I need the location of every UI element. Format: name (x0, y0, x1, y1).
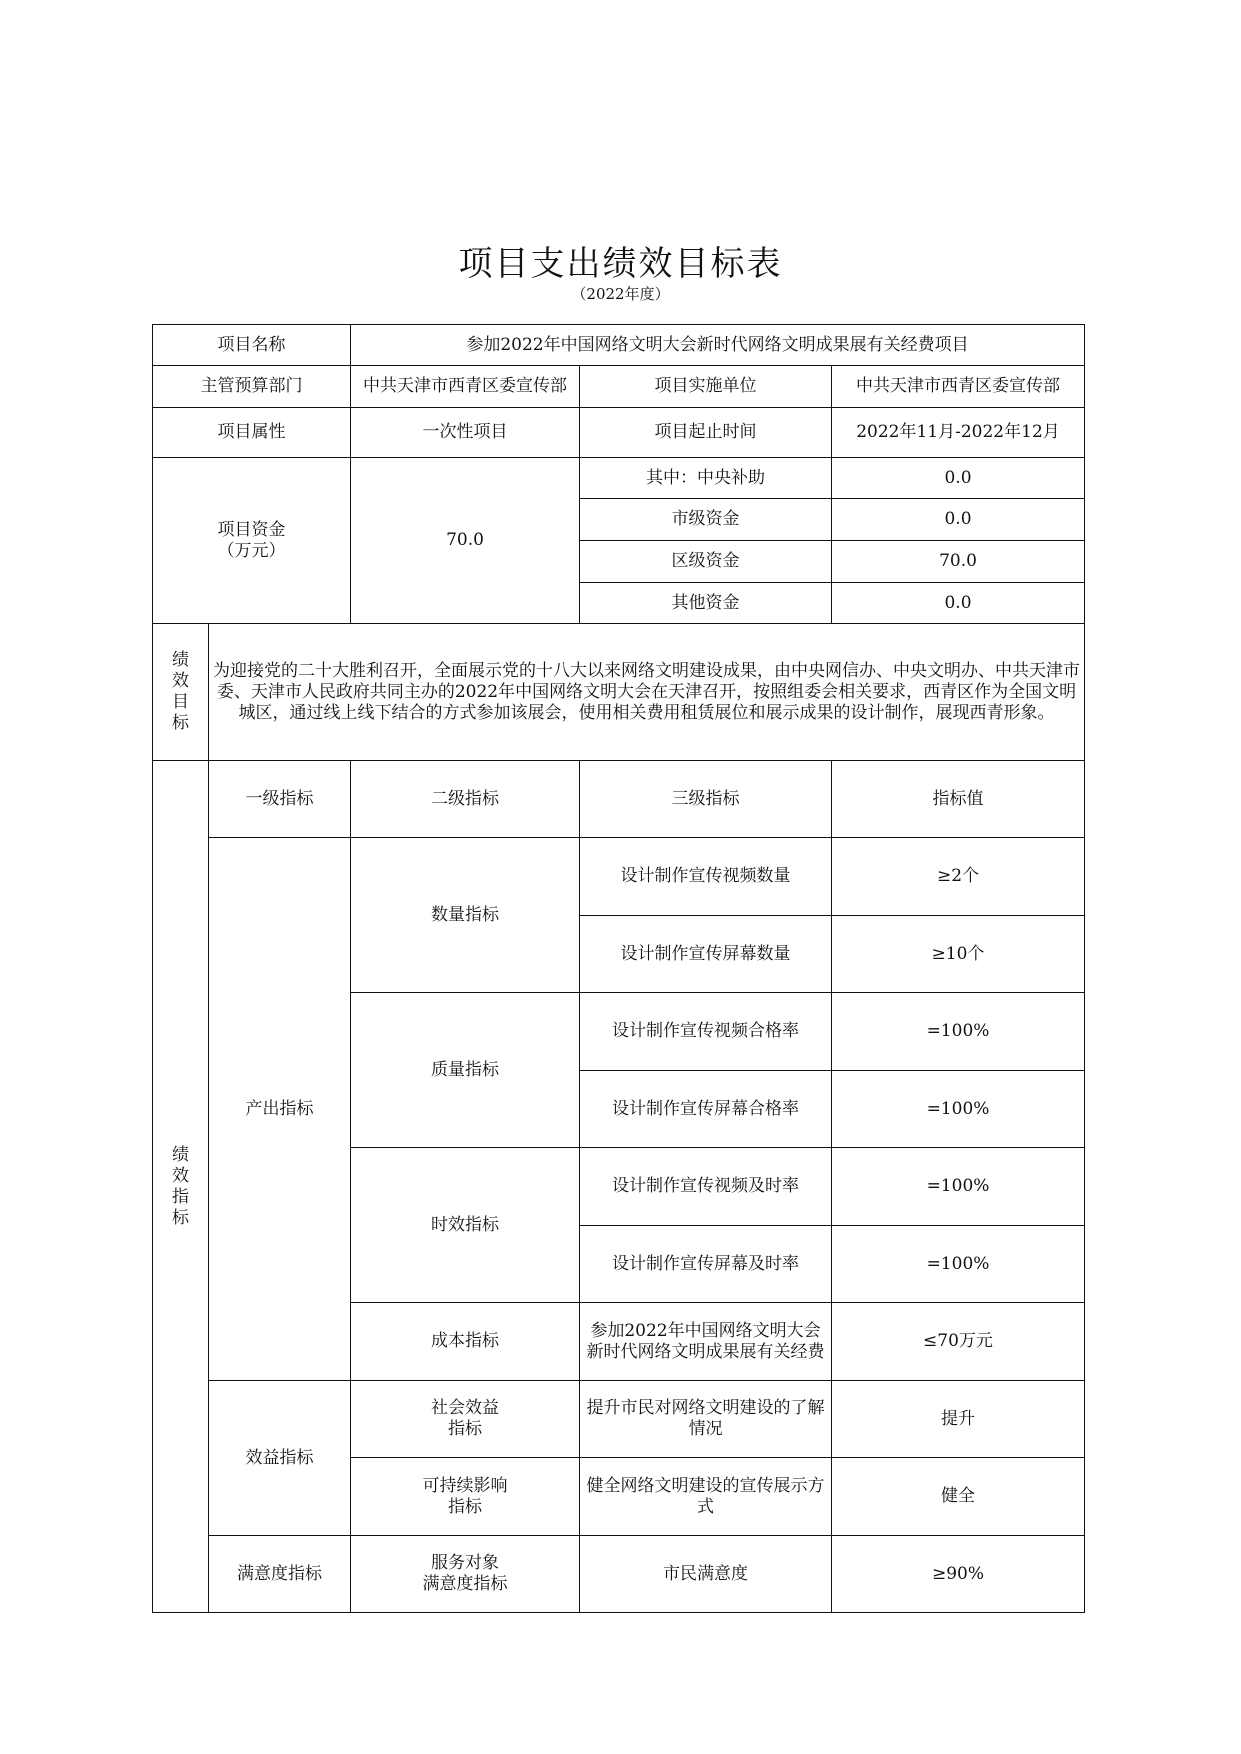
quality-label: 质量指标 (351, 993, 580, 1148)
project-name-label: 项目名称 (153, 325, 351, 366)
indicator-name: 健全网络文明建设的宣传展示方式 (580, 1458, 832, 1536)
goal-label-char: 标 (172, 713, 189, 733)
dept-value: 中共天津市西青区委宣传部 (351, 366, 580, 408)
benefit-label: 效益指标 (209, 1381, 351, 1536)
row-department (153, 366, 1085, 408)
period-label: 项目起止时间 (580, 408, 832, 458)
period-value: 2022年11月-2022年12月 (832, 408, 1085, 458)
quantity-label: 数量指标 (351, 838, 580, 993)
funds-row-label: 其他资金 (580, 583, 832, 624)
unit-value: 中共天津市西青区委宣传部 (832, 366, 1085, 408)
row-social-benefit (153, 1381, 1085, 1458)
row-indicator-header (153, 761, 1085, 838)
project-name-value: 参加2022年中国网络文明大会新时代网络文明成果展有关经费项目 (351, 325, 1085, 366)
sustainable-impact-line1: 可持续影响 (422, 1475, 508, 1496)
row-funds-central (153, 458, 1085, 499)
indicator-value: =100% (832, 1226, 1085, 1303)
sustainable-impact-label (351, 1458, 580, 1536)
indicator-name: 提升市民对网络文明建设的了解情况 (580, 1381, 832, 1458)
indicator-value: ≥2个 (832, 838, 1085, 916)
goal-label-char: 绩 (172, 650, 189, 670)
indicator-value: ≥10个 (832, 916, 1085, 993)
indicator-value: 提升 (832, 1381, 1085, 1458)
funds-label-line2: （万元） (217, 540, 286, 561)
indicator-name: 设计制作宣传视频合格率 (580, 993, 832, 1071)
indicator-value: ≥90% (832, 1536, 1085, 1613)
indicator-value: =100% (832, 993, 1085, 1071)
indicator-name: 设计制作宣传屏幕及时率 (580, 1226, 832, 1303)
funds-row-value: 0.0 (832, 583, 1085, 624)
goal-label-char: 效 (172, 671, 189, 691)
header-value: 指标值 (832, 761, 1085, 838)
row-quantity-1 (153, 838, 1085, 916)
indicator-name: 设计制作宣传视频数量 (580, 838, 832, 916)
header-level2: 二级指标 (351, 761, 580, 838)
funds-total: 70.0 (351, 458, 580, 624)
indicator-value: ≤70万元 (832, 1303, 1085, 1381)
indicator-name: 参加2022年中国网络文明大会新时代网络文明成果展有关经费 (580, 1303, 832, 1381)
attr-label: 项目属性 (153, 408, 351, 458)
indicator-name: 设计制作宣传屏幕数量 (580, 916, 832, 993)
satisfaction-sub-label (351, 1536, 580, 1613)
row-goal (153, 624, 1085, 761)
row-project-name (153, 325, 1085, 366)
page-title: 项目支出绩效目标表 (458, 244, 783, 284)
header-level3: 三级指标 (580, 761, 832, 838)
satisfaction-sub-line1: 服务对象 (431, 1553, 499, 1573)
indicators-label (153, 761, 209, 1613)
indicator-value: =100% (832, 1148, 1085, 1226)
funds-row-value: 70.0 (832, 541, 1085, 583)
goal-text: 为迎接党的二十大胜利召开，全面展示党的十八大以来网络文明建设成果，由中央网信办、中央文明办、中共天津市委、天津市人民政府共同主办的2022年中国网络文明大会在天津召开，按照组委会相关要求，西青区作为全国文明城区，通过线上线下结合的方式参加该展会，使用相关费用租赁展位和展示成果的设计制作，展现西青形象。 (209, 624, 1085, 761)
funds-label-line1: 项目资金 (217, 519, 286, 540)
goal-label-char: 目 (172, 692, 189, 712)
header-level1: 一级指标 (209, 761, 351, 838)
funds-row-label: 市级资金 (580, 499, 832, 541)
funds-row-value: 0.0 (832, 499, 1085, 541)
indicators-label-char: 指 (172, 1186, 189, 1207)
goal-label (153, 624, 209, 761)
timeliness-label: 时效指标 (351, 1148, 580, 1303)
unit-label: 项目实施单位 (580, 366, 832, 408)
cost-label: 成本指标 (351, 1303, 580, 1381)
indicators-label-char: 标 (172, 1207, 189, 1228)
satisfaction-sub-line2: 满意度指标 (422, 1574, 508, 1594)
attr-value: 一次性项目 (351, 408, 580, 458)
sustainable-impact-line2: 指标 (448, 1496, 482, 1517)
performance-table (152, 324, 1085, 1613)
funds-row-label: 其中：中央补助 (580, 458, 832, 499)
satisfaction-label: 满意度指标 (209, 1536, 351, 1613)
social-benefit-line2: 指标 (448, 1419, 482, 1439)
funds-label (153, 458, 351, 624)
output-label: 产出指标 (209, 838, 351, 1381)
social-benefit-line1: 社会效益 (431, 1398, 499, 1418)
social-benefit-label (351, 1381, 580, 1458)
page-subtitle: （2022年度） (571, 285, 670, 303)
row-attribute (153, 408, 1085, 458)
indicators-label-char: 效 (172, 1165, 189, 1186)
indicator-value: 健全 (832, 1458, 1085, 1536)
indicator-value: =100% (832, 1071, 1085, 1148)
indicator-name: 设计制作宣传视频及时率 (580, 1148, 832, 1226)
funds-row-label: 区级资金 (580, 541, 832, 583)
row-satisfaction (153, 1536, 1085, 1613)
dept-label: 主管预算部门 (153, 366, 351, 408)
indicator-name: 市民满意度 (580, 1536, 832, 1613)
indicator-name: 设计制作宣传屏幕合格率 (580, 1071, 832, 1148)
funds-row-value: 0.0 (832, 458, 1085, 499)
indicators-label-char: 绩 (172, 1144, 189, 1165)
